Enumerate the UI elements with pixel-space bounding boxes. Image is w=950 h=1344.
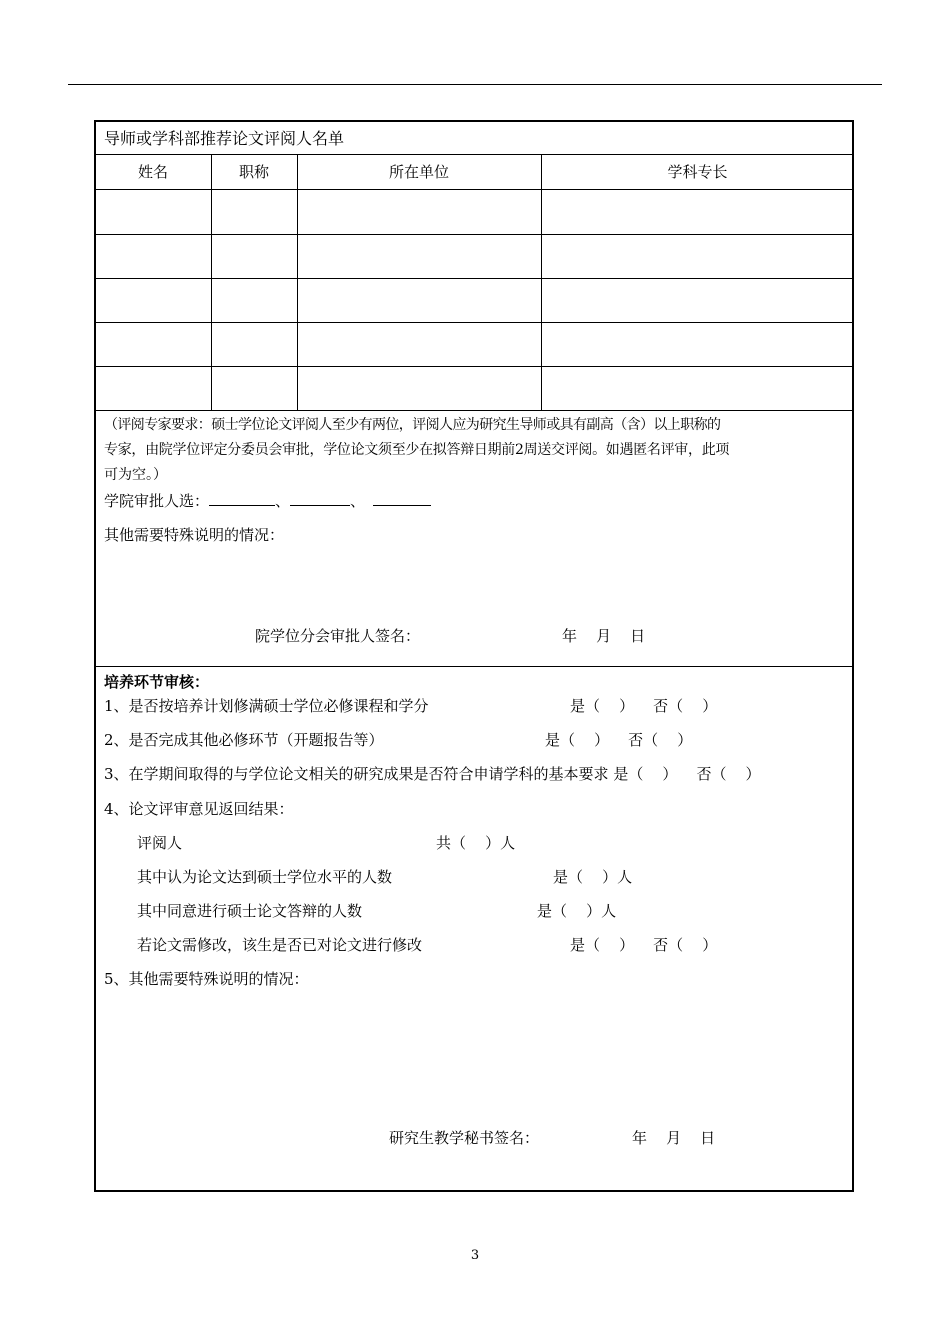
question-4a-answer: 共（ ）人 xyxy=(436,834,516,852)
question-1-answer: 是（ ） 否（ ） xyxy=(570,697,718,715)
section-divider xyxy=(95,666,854,667)
college-signature-date: 年 月 日 xyxy=(562,627,646,645)
question-4c-answer: 是（ ）人 xyxy=(537,902,617,920)
page-number: 3 xyxy=(470,1248,480,1263)
column-divider xyxy=(297,154,298,410)
separator: 、 xyxy=(275,492,291,510)
training-review-title: 培养环节审核： xyxy=(104,673,210,691)
college-selection-label: 学院审批人选： xyxy=(104,492,210,510)
separator: 、 xyxy=(350,492,366,510)
question-4b: 其中认为论文达到硕士学位水平的人数 xyxy=(137,868,393,886)
expert-requirement-line1: （评阅专家要求：硕士学位论文评阅人至少有两位，评阅人应为研究生导师或具有副高（含）以上职称的 xyxy=(104,417,721,433)
table-divider xyxy=(95,154,854,155)
question-5: 5、其他需要特殊说明的情况： xyxy=(104,970,309,988)
college-selection-row xyxy=(104,491,431,511)
college-signature-label: 院学位分会审批人签名： xyxy=(255,627,421,645)
secretary-signature-date: 年 月 日 xyxy=(632,1129,716,1147)
header-affiliation: 所在单位 xyxy=(388,163,449,181)
question-4d-answer: 是（ ） 否（ ） xyxy=(570,936,718,954)
question-2-answer: 是（ ） 否（ ） xyxy=(545,731,693,749)
expert-requirement-line2: 专家，由院学位评定分委员会审批，学位论文须至少在拟答辩日期前2周送交评阅。如遇匿名评审，此项 xyxy=(104,442,730,458)
table-divider xyxy=(95,189,854,190)
question-4c: 其中同意进行硕士论文答辩的人数 xyxy=(137,902,363,920)
expert-requirement-line3: 可为空。） xyxy=(104,467,167,483)
question-4b-answer: 是（ ）人 xyxy=(553,868,633,886)
reviewer-blank-2[interactable] xyxy=(290,491,350,506)
table-divider xyxy=(95,234,854,235)
form-table xyxy=(94,120,854,1192)
question-1: 1、是否按培养计划修满硕士学位必修课程和学分 xyxy=(104,697,429,715)
table-divider xyxy=(95,410,854,411)
secretary-signature-label: 研究生教学秘书签名： xyxy=(389,1129,540,1147)
header-title: 职称 xyxy=(238,163,269,181)
table-divider xyxy=(95,322,854,323)
question-3: 3、在学期间取得的与学位论文相关的研究成果是否符合申请学科的基本要求 是（ ） 否（ ） xyxy=(104,765,761,783)
question-4d: 若论文需修改，该生是否已对论文进行修改 xyxy=(137,936,423,954)
question-4: 4、论文评审意见返回结果： xyxy=(104,800,294,818)
reviewer-blank-1[interactable] xyxy=(209,491,275,506)
other-notes-label: 其他需要特殊说明的情况： xyxy=(104,526,285,544)
reviewer-blank-3[interactable] xyxy=(373,491,431,506)
header-rule xyxy=(68,84,882,85)
reviewer-section-title: 导师或学科部推荐论文评阅人名单 xyxy=(104,129,345,148)
header-expertise: 学科专长 xyxy=(667,163,728,181)
table-divider xyxy=(95,366,854,367)
header-name: 姓名 xyxy=(137,163,168,181)
question-4a: 评阅人 xyxy=(137,834,183,852)
column-divider xyxy=(541,154,542,410)
question-2: 2、是否完成其他必修环节（开题报告等） xyxy=(104,731,384,749)
table-divider xyxy=(95,278,854,279)
column-divider xyxy=(211,154,212,410)
